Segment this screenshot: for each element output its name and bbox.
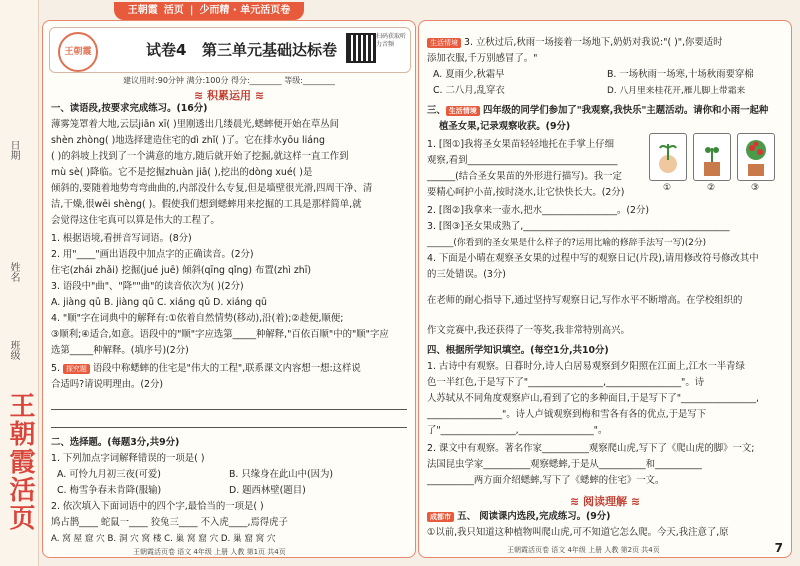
sub-question-options: 住宅(zhái zhǎi) 挖掘(jué juē) 倾斜(qīng qǐng) 布置(zhì zhī) bbox=[51, 265, 312, 276]
seedling-in-hand-illustration bbox=[649, 133, 687, 181]
sub-question: ______(结合圣女果苗的外形进行描写)。我一定 bbox=[427, 171, 622, 182]
watering-pot-illustration bbox=[693, 133, 731, 181]
fill-blank-line[interactable]: 人苏轼从不同角度观察庐山,看到了它的多种面目,于是写下了"________________, bbox=[427, 393, 760, 404]
date-label: 日期 bbox=[8, 140, 19, 160]
question-tag: 成都市 bbox=[427, 512, 454, 522]
qr-note: 扫码获取听力音频 bbox=[376, 33, 407, 48]
sub-question-options: A. jiàng qǔ B. jiàng qū C. xiáng qǔ D. xiáng qū bbox=[51, 297, 267, 308]
fill-blank-line[interactable]: 2. 课文中有观察。著名作家__________观察爬山虎,写下了《爬山虎的脚》一文; bbox=[427, 443, 755, 454]
test-meta: 建议用时:90分钟 满分:100分 得分:________ 等级:________ bbox=[123, 76, 335, 85]
choice-option[interactable]: C. 二八月,乱穿衣 bbox=[433, 85, 505, 96]
sub-question: 2. 用"____"画出语段中加点字的正确读音。(2分) bbox=[51, 249, 254, 260]
observation-pictures bbox=[649, 133, 779, 203]
diary-excerpt: 作文竞赛中,我还获得了一等奖,我非常特别高兴。 bbox=[427, 325, 630, 336]
page-footer: 王朝霞活页卷 语文 4年级 上册 人教 第2页 共4页 bbox=[507, 546, 660, 554]
top-banner: 王朝霞 活页 | 少而精 · 单元活页卷 bbox=[114, 2, 304, 20]
answer-line[interactable] bbox=[51, 409, 407, 410]
passage-line: mù sè( )降临。它不是挖掘zhuàn jiā( ),挖出的dòng xué( )是 bbox=[51, 167, 313, 178]
banner-brand: 王朝霞 bbox=[127, 5, 158, 16]
sub-question: 的三处错误。(3分) bbox=[427, 269, 506, 280]
question-tag: 探究题 bbox=[63, 364, 90, 374]
sub-question: 1. 下列加点字词解释错误的一项是( ) bbox=[51, 453, 205, 464]
sub-question: 3. 语段中"曲"、"降""曲"的读音依次为( )(2分) bbox=[51, 281, 244, 292]
section-3-title: 三、 生活情境 四年级的同学们参加了"我观察,我快乐"主题活动。请你和小雨一起种 bbox=[427, 105, 769, 116]
picture-label: ① bbox=[663, 183, 672, 193]
idiom-blanks: 鸠占鹊____ 蛇鼠一____ 狡兔三____ 不入虎____,焉得虎子 bbox=[51, 517, 288, 528]
left-page bbox=[42, 20, 416, 558]
sub-question: 5. 探究题 语段中称蟋蟀的住宅是"伟大的工程",联系课文内容想一想:这样说 bbox=[51, 363, 361, 374]
question-3: 生活情境 3. 立秋过后,秋雨一场接着一场地下,奶奶对我说:"( )",你要适时 bbox=[427, 35, 723, 51]
fill-blank-line[interactable]: 色一半红色,于是写下了"________________,________________"。诗 bbox=[427, 377, 705, 388]
test-title: 第三单元基础达标卷 bbox=[202, 41, 338, 59]
question-tag: 生活情境 bbox=[446, 106, 480, 116]
test-number: 试卷4 bbox=[146, 41, 187, 59]
section-3-title-cont: 植圣女果,记录观察收获。(9分) bbox=[439, 121, 571, 132]
question-2-title: 二、选择题。(每题3分,共9分) bbox=[51, 437, 180, 448]
fill-blank-line[interactable]: __________两方面介绍蟋蟀,写下了《蟋蟀的住宅》一文。 bbox=[427, 475, 665, 486]
test-header bbox=[49, 27, 411, 73]
choice-option[interactable]: A. 可怜九月初三夜(可爱) bbox=[57, 469, 161, 480]
choice-option[interactable]: D. 八月里来桂花开,雁儿脚上带霜来 bbox=[607, 86, 746, 96]
fill-blank-line[interactable]: ________________"。诗人卢钺观察到梅和雪各有各的优点,于是写下 bbox=[427, 409, 707, 420]
sub-question: 4. "顺"字在词典中的解释有:①依着自然情势(移动),沿(着);②趁便,顺便; bbox=[51, 313, 344, 324]
reading-passage-line: ①以前,我只知道这种植物叫爬山虎,可不知道它怎么爬。今天,我注意了,原 bbox=[427, 527, 729, 538]
choice-option[interactable]: A. 夏雨少,秋霜早 bbox=[433, 69, 505, 80]
banner-series: 少而精 · 单元活页卷 bbox=[199, 5, 291, 16]
qr-code-icon[interactable] bbox=[346, 33, 376, 63]
section-heading-accumulation: ≋ 积累运用 ≋ bbox=[193, 89, 265, 102]
fill-blank-line[interactable]: 了"________________,________________"。 bbox=[427, 425, 608, 436]
sub-question: 要精心呵护小苗,按时浇水,让它快快长大。(2分) bbox=[427, 187, 625, 198]
sub-question: 1. 根据语境,看拼音写词语。(8分) bbox=[51, 233, 192, 244]
choice-option[interactable]: B. 只缘身在此山中(因为) bbox=[229, 469, 334, 480]
banner-product: 活页 bbox=[163, 5, 184, 16]
fill-blank-line[interactable]: 法国昆虫学家__________观察蟋蟀,于是从__________和__________ bbox=[427, 459, 702, 470]
name-label: 姓名 bbox=[8, 262, 19, 282]
right-page bbox=[418, 20, 792, 558]
diary-excerpt: 在老师的耐心指导下,通过坚持写观察日记,写作水平不断增高。在学校组织的 bbox=[427, 295, 743, 306]
passage-line: 薄雾笼罩着大地,云层jiān xī( )里刚透出几缕晨光,蟋蟀便开始在草丛间 bbox=[51, 119, 340, 130]
sub-question: 1. [图①]我将圣女果苗轻轻地托在手掌上仔细 bbox=[427, 139, 615, 150]
choice-option[interactable]: B. 一场秋雨一场寒,十场秋雨要穿棉 bbox=[607, 69, 754, 80]
sub-question: 观察,看到________________________________ bbox=[427, 155, 618, 166]
passage-line: 倾斜的,要随着地势弯弯曲曲的,内部没什么专复,但是墙壁很光滑,四周干净、清 bbox=[51, 183, 373, 194]
sub-question: ______(你看到的圣女果是什么样子的?运用比喻的修辞手法写一写)(2分) bbox=[427, 238, 707, 248]
sub-question: 4. 下面是小晴在观察圣女果的过程中写的观察日记(片段),请用修改符号修改其中 bbox=[427, 253, 759, 264]
passage-line: shèn zhòng( )地选择建造住宅的dì zhǐ( )了。它在排水yōu liáng bbox=[51, 135, 325, 146]
question-1-title: 一、读语段,按要求完成练习。(16分) bbox=[51, 103, 208, 114]
fill-blank-line: 1. 古诗中有观察。日暮时分,诗人白居易观察到夕阳照在江面上,江水一半青绿 bbox=[427, 361, 745, 372]
class-label: 班级 bbox=[8, 340, 19, 360]
sub-question: 2. [图②]我拿来一壶水,把水________________。(2分) bbox=[427, 205, 650, 216]
sub-question: ③顺利;④适合,如意。语段中的"顺"字应选第_____种解释,"百依百顺"中的"顺"字应 bbox=[51, 329, 389, 340]
picture-label: ③ bbox=[751, 183, 760, 193]
answer-line[interactable] bbox=[51, 427, 407, 428]
question-tag: 生活情境 bbox=[427, 38, 461, 48]
page-footer: 王朝霞活页卷 语文 4年级 上册 人教 第1页 共4页 bbox=[133, 548, 286, 556]
sub-question: 2. 依次填入下面词语中的四个字,最恰当的一项是( ) bbox=[51, 501, 264, 512]
choice-option[interactable]: D. 题西林壁(题目) bbox=[229, 485, 306, 496]
choice-option[interactable]: C. 梅雪争春未肯降(服输) bbox=[57, 485, 162, 496]
choice-options[interactable]: A. 窝 屋 窟 穴 B. 洞 穴 窝 楼 C. 巢 窝 窟 穴 D. 巢 窟 窝 穴 bbox=[51, 534, 276, 544]
section-heading-reading: ≋ 阅读理解 ≋ bbox=[569, 495, 641, 508]
passage-line: 洁,干燥,很wēi shèng( )。假使我们想到蟋蟀用来挖掘的工具是那样简单,就 bbox=[51, 199, 362, 210]
brand-vertical: 王朝霞活页 bbox=[5, 392, 35, 532]
question-3-cont: 添加衣服,千万别感冒了。" bbox=[427, 53, 538, 64]
question-5-title: 成都市 五、 阅读课内选段,完成练习。(9分) bbox=[427, 509, 610, 525]
page-number: 7 bbox=[774, 541, 783, 555]
sub-question: 选第_____种解释。(填序号)(2分) bbox=[51, 345, 189, 356]
brand-logo: 王朝霞 bbox=[58, 32, 98, 72]
sub-question: 合适吗?请说明理由。(2分) bbox=[51, 379, 164, 390]
passage-line: 会觉得这住宅真可以算是伟大的工程了。 bbox=[51, 215, 220, 226]
question-4-title: 四、根据所学知识填空。(每空1分,共10分) bbox=[427, 345, 609, 356]
ripe-tomato-plant-illustration bbox=[737, 133, 775, 181]
sub-question: 3. [图③]圣女果成熟了,____________________________________________ bbox=[427, 221, 730, 232]
picture-label: ② bbox=[707, 183, 716, 193]
passage-line: ( )的斜坡上找到了一个满意的地方,随后就开始了挖掘,就这样一直工作到 bbox=[51, 151, 349, 162]
